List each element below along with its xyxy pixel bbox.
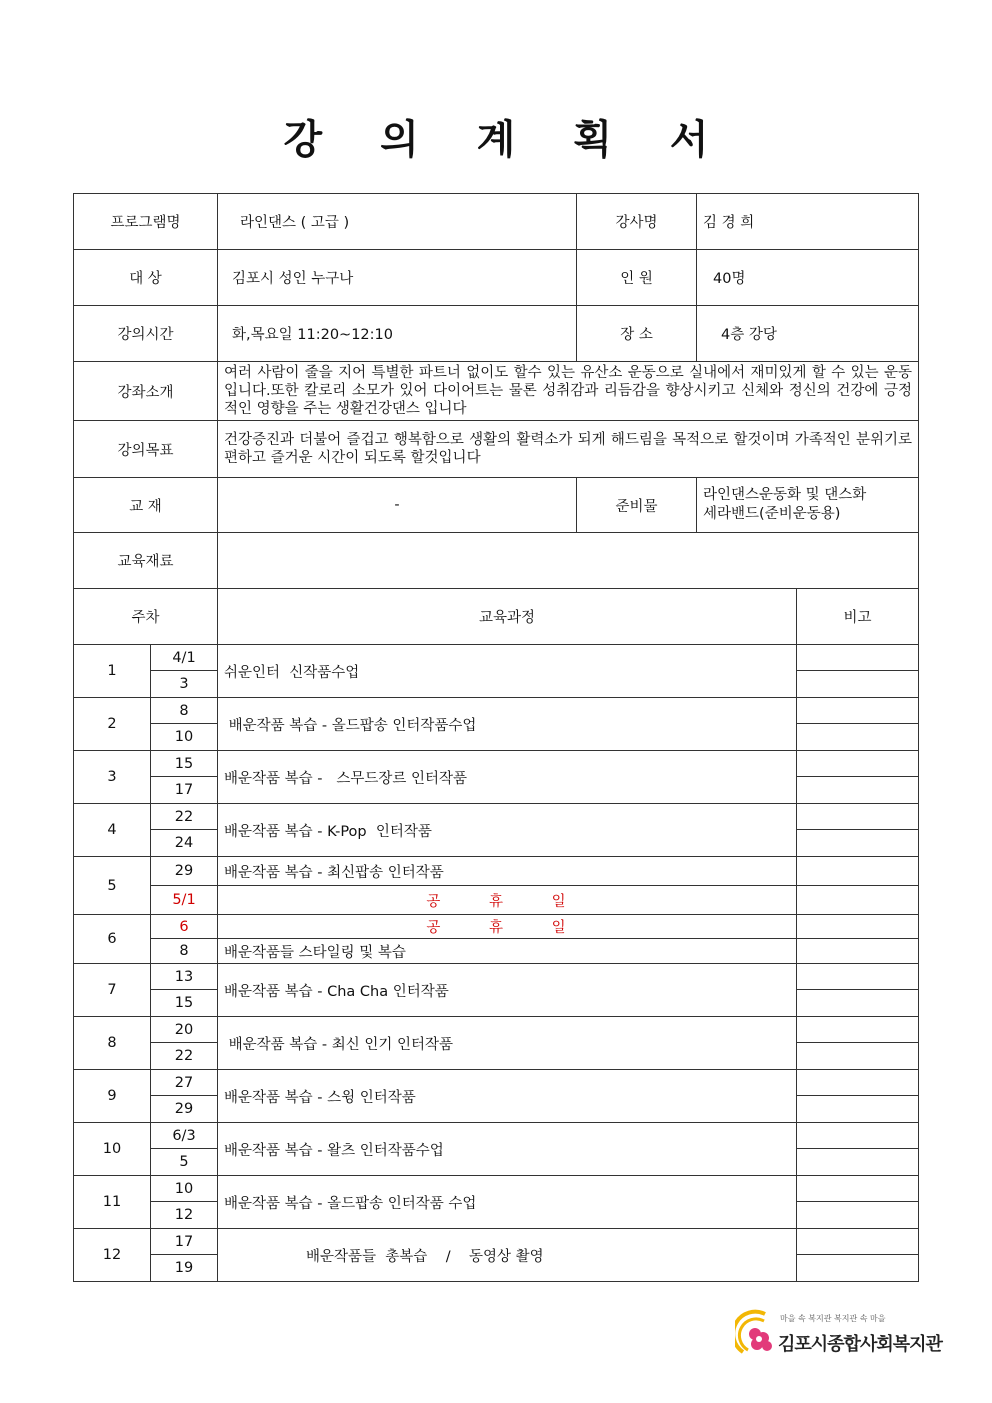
count-label: 인 원 [577, 250, 697, 306]
textbook-value: - [218, 478, 577, 533]
week-date: 20 [151, 1017, 218, 1043]
table-row [74, 857, 919, 886]
week-date: 29 [151, 857, 218, 886]
week-date: 12 [151, 1202, 218, 1229]
target-value: 김포시 성인 누구나 [218, 250, 577, 306]
week-date: 22 [151, 804, 218, 830]
week-date: 29 [151, 1096, 218, 1123]
table-row [74, 1229, 919, 1255]
program-value: 라인댄스 ( 고급 ) [218, 194, 577, 250]
week-number: 9 [74, 1070, 151, 1123]
program-label: 프로그램명 [74, 194, 218, 250]
week-date: 17 [151, 777, 218, 804]
week-date: 27 [151, 1070, 218, 1096]
week-date: 19 [151, 1255, 218, 1282]
course-content: 배운작품들 스타일링 및 복습 [218, 939, 797, 964]
note-cell [797, 886, 919, 915]
course-content: 배운작품 복습 - 최신 인기 인터작품 [218, 1017, 797, 1070]
week-number: 12 [74, 1229, 151, 1282]
place-value: 4층 강당 [697, 306, 919, 362]
note-cell [797, 1123, 919, 1149]
note-cell [797, 645, 919, 671]
course-content: 배운작품 복습 - 스윙 인터작품 [218, 1070, 797, 1123]
note-cell [797, 1096, 919, 1123]
document-title: 강 의 계 획 서 [283, 116, 731, 163]
week-date: 15 [151, 751, 218, 777]
logo-name: 김포시종합사회복지관 [778, 1334, 942, 1355]
note-cell [797, 724, 919, 751]
note-cell [797, 1255, 919, 1282]
table-row [74, 751, 919, 777]
note-cell [797, 1017, 919, 1043]
note-cell [797, 1176, 919, 1202]
note-cell [797, 777, 919, 804]
note-cell [797, 830, 919, 857]
table-row [74, 886, 919, 915]
week-date: 10 [151, 1176, 218, 1202]
table-row [74, 1070, 919, 1096]
count-value: 40명 [697, 250, 919, 306]
table-row [74, 1123, 919, 1149]
materials-label: 교육재료 [74, 533, 218, 589]
course-header: 교육과정 [218, 589, 797, 645]
week-date: 3 [151, 671, 218, 698]
week-number: 1 [74, 645, 151, 698]
lecture-plan-table [73, 193, 919, 1282]
note-cell [797, 990, 919, 1017]
table-row [74, 964, 919, 990]
course-content: 배운작품 복습 - 스무드장르 인터작품 [218, 751, 797, 804]
note-cell [797, 804, 919, 830]
course-content: 공 휴 일 [218, 886, 797, 915]
week-date: 17 [151, 1229, 218, 1255]
table-row [74, 915, 919, 939]
teacher-value: 김 경 희 [697, 194, 919, 250]
week-date: 5 [151, 1149, 218, 1176]
week-date: 10 [151, 724, 218, 751]
table-row [74, 1017, 919, 1043]
place-label: 장 소 [577, 306, 697, 362]
table-row [74, 804, 919, 830]
course-content: 배운작품 복습 - 올드팝송 인터작품수업 [218, 698, 797, 751]
week-header: 주차 [74, 589, 218, 645]
table-row [74, 1176, 919, 1202]
week-number: 3 [74, 751, 151, 804]
course-content: 배운작품 복습 - K-Pop 인터작품 [218, 804, 797, 857]
time-value: 화,목요일 11:20~12:10 [218, 306, 577, 362]
note-header: 비고 [797, 589, 919, 645]
week-number: 10 [74, 1123, 151, 1176]
time-label: 강의시간 [74, 306, 218, 362]
week-date: 6 [151, 915, 218, 939]
note-cell [797, 698, 919, 724]
note-cell [797, 1043, 919, 1070]
note-cell [797, 964, 919, 990]
week-number: 2 [74, 698, 151, 751]
target-label: 대 상 [74, 250, 218, 306]
course-content: 공 휴 일 [218, 915, 797, 939]
note-cell [797, 939, 919, 964]
supplies-label: 준비물 [577, 478, 697, 533]
intro-text: 여러 사람이 줄을 지어 특별한 파트너 없이도 할수 있는 유산소 운동으로 실내에서 재미있게 할 수 있는 운동입니다.또한 칼로리 소모가 있어 다이어트는 물론 성취감과 리듬감을 향상시키고 신체와 정신의 건강에 긍정적인 영향을 주는 생활건강댄스 입니다 [218, 362, 919, 421]
table-row [74, 939, 919, 964]
week-date: 22 [151, 1043, 218, 1070]
course-content: 배운작품들 총복습 / 동영상 촬영 [218, 1229, 797, 1282]
note-cell [797, 671, 919, 698]
course-content: 배운작품 복습 - 올드팝송 인터작품 수업 [218, 1176, 797, 1229]
logo-tagline: 마을 속 복지관 복지관 속 마을 [780, 1314, 886, 1323]
week-date: 24 [151, 830, 218, 857]
materials-value [218, 533, 919, 589]
week-date: 4/1 [151, 645, 218, 671]
course-content: 배운작품 복습 - 왈츠 인터작품수업 [218, 1123, 797, 1176]
supplies-line-2: 세라밴드(준비운동용) [703, 506, 841, 522]
goal-text: 건강증진과 더불어 즐겁고 행복함으로 생활의 활력소가 되게 해드림을 목적으로 할것이며 가족적인 분위기로 편하고 즐거운 시간이 되도록 할것입니다 [218, 421, 919, 478]
note-cell [797, 1070, 919, 1096]
note-cell [797, 857, 919, 886]
week-number: 6 [74, 915, 151, 964]
note-cell [797, 1149, 919, 1176]
course-content: 쉬운인터 신작품수업 [218, 645, 797, 698]
week-number: 5 [74, 857, 151, 915]
course-content: 배운작품 복습 - 최신팝송 인터작품 [218, 857, 797, 886]
note-cell [797, 1202, 919, 1229]
note-cell [797, 915, 919, 939]
table-row [74, 698, 919, 724]
goal-label: 강의목표 [74, 421, 218, 478]
teacher-label: 강사명 [577, 194, 697, 250]
schedule-rows [74, 645, 919, 1282]
week-number: 11 [74, 1176, 151, 1229]
week-date: 15 [151, 990, 218, 1017]
week-number: 8 [74, 1017, 151, 1070]
week-date: 8 [151, 939, 218, 964]
table-row [74, 645, 919, 671]
week-date: 5/1 [151, 886, 218, 915]
week-date: 13 [151, 964, 218, 990]
week-date: 8 [151, 698, 218, 724]
course-content: 배운작품 복습 - Cha Cha 인터작품 [218, 964, 797, 1017]
note-cell [797, 1229, 919, 1255]
week-date: 6/3 [151, 1123, 218, 1149]
note-cell [797, 751, 919, 777]
intro-label: 강좌소개 [74, 362, 218, 421]
supplies-line-1: 라인댄스운동화 및 댄스화 [703, 487, 867, 503]
week-number: 7 [74, 964, 151, 1017]
textbook-label: 교 재 [74, 478, 218, 533]
week-number: 4 [74, 804, 151, 857]
